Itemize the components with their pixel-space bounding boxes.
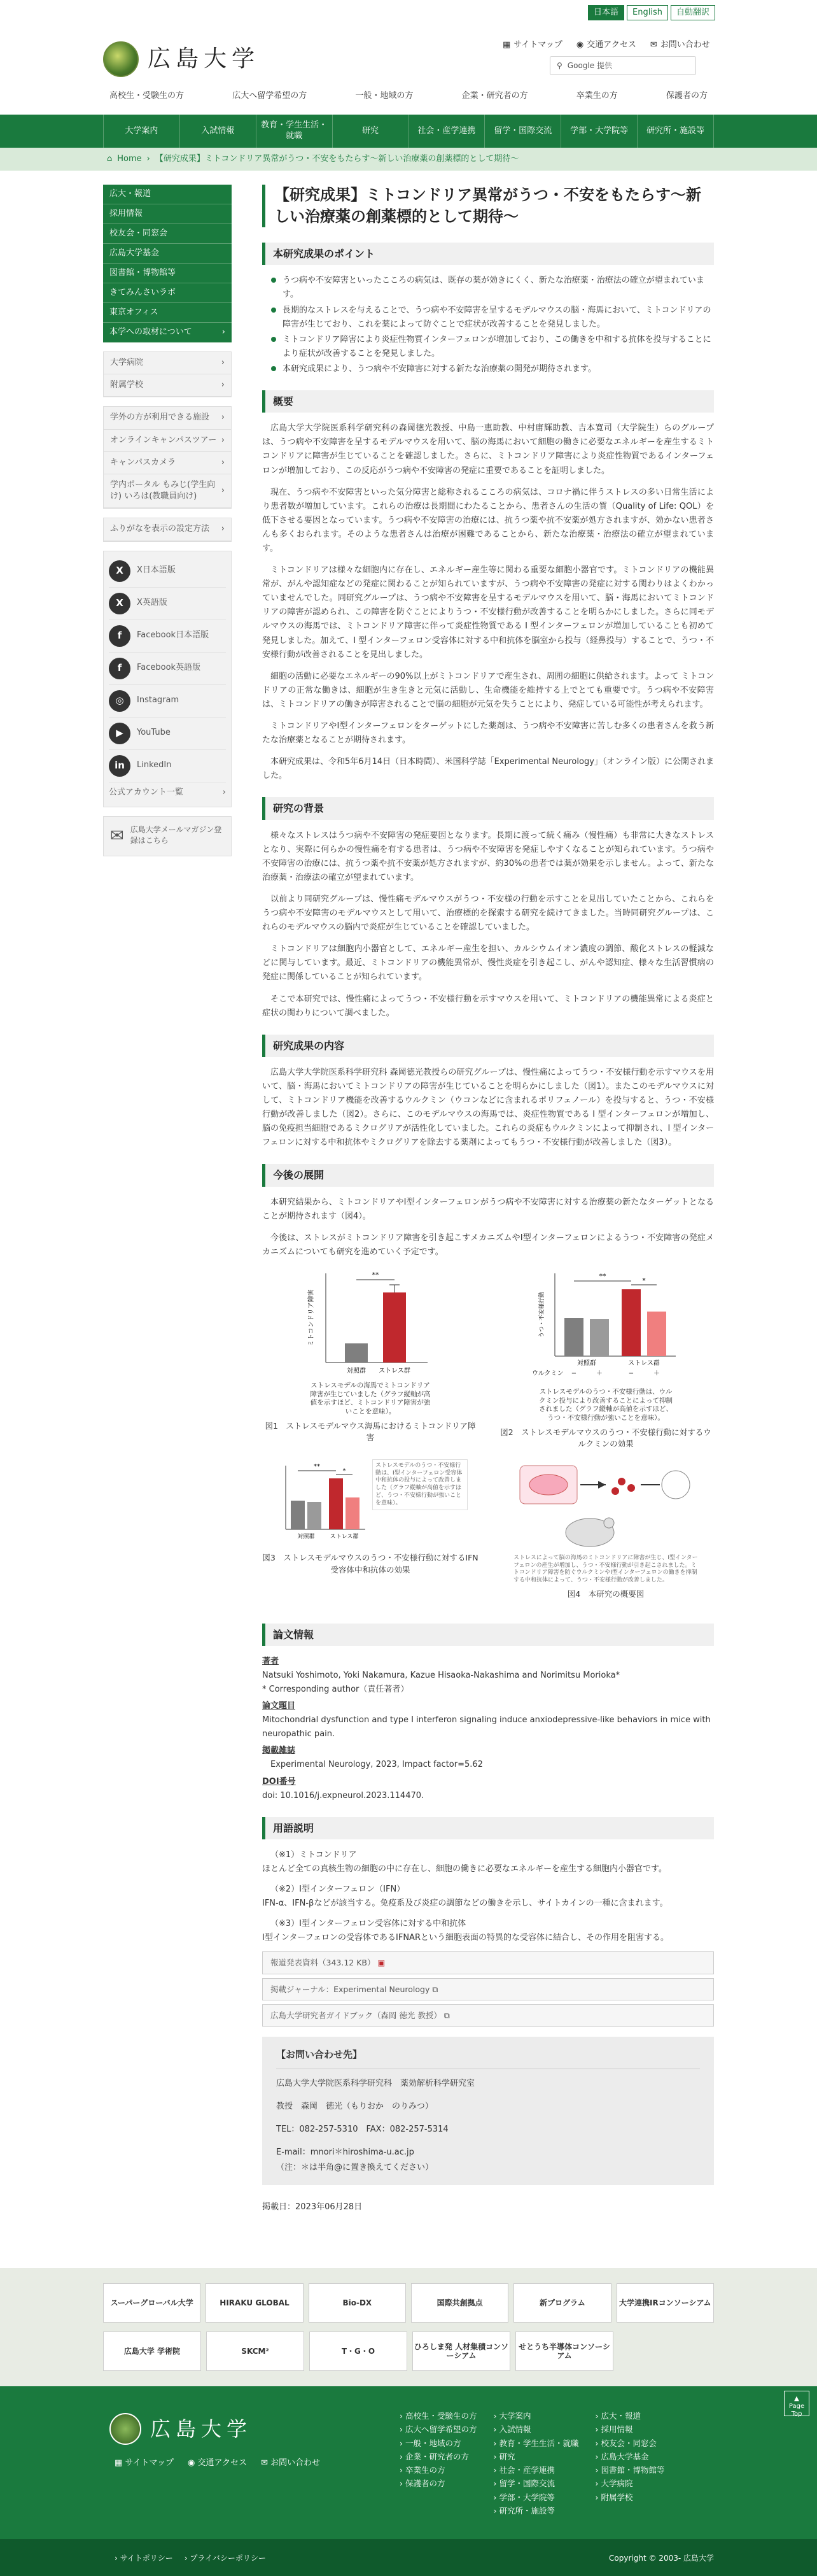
footer-link[interactable]: › 大学病院 (596, 2477, 665, 2490)
footer-link[interactable]: › 入試情報 (494, 2423, 579, 2436)
term-title: （※3）I型インターフェロン受容体に対する中和抗体 (270, 1919, 466, 1929)
banner[interactable]: HIRAKU GLOBAL (206, 2283, 303, 2323)
paper-journal-heading: 掲載雑誌 (262, 1746, 296, 1756)
banner[interactable]: 大学連携IRコンソーシアム (617, 2283, 714, 2323)
figure-3-chart (273, 1459, 368, 1548)
footer-link[interactable]: › 学部・大学院等 (494, 2491, 579, 2504)
paragraph: 本研究成果は、令和5年6月14日（日本時間）、米国科学誌「Experimental Neurology」（オンライン版）に公開されました。 (262, 757, 715, 781)
y-axis-label: うつ・不安様行動 (539, 1291, 545, 1338)
contact-box (262, 2037, 714, 2185)
paragraph: 現在、うつ病や不安障害といった気分障害と総称されるこころの病気は、コロナ禍に伴うストレスの多い日常生活により患者数が増加しています。これらの治療は長期間にわたることから、患者さんの生活の質（Quality of Life: QOL）を低下させる要因となっています。うつ病や不安障害の治療には、抗うつ薬や抗不安薬が処方されますが、効かない患者さんも多くおられます。そのような患者さんは治療が困難であることから、新たな治療薬・治療法の確立が望まれています。 (262, 487, 714, 553)
social-label: YouTube (137, 728, 171, 738)
figure-2-chart (529, 1267, 682, 1388)
sidebar-item-alumni[interactable]: 校友会・同窓会 (103, 224, 232, 244)
footer-link[interactable]: › 卒業生の方 (400, 2463, 477, 2477)
figure-note: ストレスモデルのうつ・不安様行動は、I型インターフェロン受容体中和抗体の投与によって改善しました（グラフ縦軸が高値を示すほど、うつ・不安様行動が強いことを意味）。 (372, 1459, 468, 1510)
contact-title: 【お問い合わせ先】 (276, 2047, 700, 2069)
footer-link[interactable]: › 研究所・施設等 (494, 2504, 579, 2517)
bar (564, 1318, 583, 1356)
sidebar-item-label: キャンパスカメラ (110, 457, 176, 467)
posted-date: 掲載日：2023年06月28日 (262, 2202, 363, 2212)
term-desc: I型インターフェロンの受容体であるIFNARという細胞表面の特異的な受容体に結合し、その作用を阻害する。 (262, 1933, 669, 1943)
tick-label: ＋ (653, 1370, 660, 1377)
external-link-icon: ⧉ (432, 1984, 438, 1994)
sidebar-item-press[interactable]: 本学への取材について › (103, 323, 232, 343)
banner-row (103, 2283, 714, 2323)
footer-access[interactable]: ◉ 交通アクセス (188, 2458, 248, 2468)
external-link-icon: ⧉ (443, 2010, 450, 2020)
mail-magazine-label: 広島大学メールマガジン登録はこちら (130, 825, 222, 846)
list-item: 長期的なストレスを与えることで、うつ病や不安障害を呈するモデルマウスの脳・海馬において、ミトコンドリアの障害が生じており、これを薬によって防ぐことで症状が改善することを発見しました。 (271, 304, 714, 332)
youtube-icon: ▶ (109, 723, 130, 744)
sidebar-item-library[interactable]: 図書館・博物館等 (103, 264, 232, 283)
sidebar-item-label: 附属学校 (110, 380, 144, 390)
nav-examinees[interactable]: 高校生・受験生の方 (109, 91, 185, 101)
banner[interactable]: T・G・O (309, 2332, 407, 2371)
banner[interactable]: スーパーグローバル大学 (103, 2283, 200, 2323)
tick-label: 対照群 (347, 1368, 366, 1375)
heading-overview: 概要 (262, 390, 714, 413)
sidebar (103, 185, 232, 856)
tick-label: 対照群 (577, 1360, 596, 1367)
site-logo[interactable] (103, 39, 260, 78)
terms-list (262, 1848, 714, 1946)
bar (307, 1502, 321, 1529)
heading-terms: 用語説明 (262, 1817, 714, 1839)
social-instagram[interactable] (109, 685, 226, 718)
privacy-policy-link[interactable]: › プライバシーポリシー (184, 2554, 266, 2563)
breadcrumb-separator-icon: › (146, 154, 150, 164)
mitochondria-icon (529, 1475, 568, 1495)
site-policy-link[interactable]: › サイトポリシー (115, 2554, 173, 2563)
site-footer (0, 2386, 817, 2539)
banner[interactable]: せとうち半導体コンソーシアム (515, 2332, 613, 2371)
link-press-pdf[interactable] (262, 1951, 714, 1974)
paragraph: ミトコンドリアやI型インターフェロンをターゲットにした薬剤は、うつ病や不安障害に苦しむ多くの患者さんを救う新たな治療薬となることが期待されます。 (262, 721, 714, 746)
x-icon: X (109, 560, 130, 582)
social-label: LinkedIn (137, 760, 172, 770)
paper-info (262, 1655, 714, 1803)
footer-link[interactable]: › 教育・学生生活・就職 (494, 2437, 579, 2450)
university-seal-icon (103, 41, 139, 77)
footer-col (494, 2409, 579, 2517)
nav-corporate[interactable]: 企業・研究者の方 (461, 91, 528, 101)
related-links (262, 1951, 714, 2027)
paper-authors (262, 1669, 714, 1697)
sidebar-item-portal[interactable] (104, 474, 231, 508)
banner[interactable]: ひろしま発 人材集積コンソーシアム (412, 2332, 510, 2371)
home-icon: ⌂ (107, 154, 113, 164)
footer-link[interactable]: › 大学案内 (494, 2409, 579, 2423)
sidebar-primary (103, 185, 232, 343)
list-item: ミトコンドリア障害により炎症性物質インターフェロンが増加しており、この働きを中和する抗体を投与することにより症状が改善することを発見しました。 (271, 333, 714, 361)
paper-doi-heading: DOI番号 (262, 1776, 296, 1787)
breadcrumb-home[interactable]: Home (117, 154, 142, 164)
mail-icon: ✉ (650, 40, 657, 50)
sidebar-item-label: 大学病院 (110, 358, 144, 367)
sidebar-item-label: ふりがなを表示の設定方法 (110, 524, 210, 534)
nav-alumni[interactable]: 卒業生の方 (576, 91, 618, 101)
chevron-right-icon: › (221, 486, 225, 496)
audience-nav (103, 89, 714, 103)
nav-parents[interactable]: 保護者の方 (666, 91, 708, 101)
footer-link[interactable]: › 高校生・受験生の方 (400, 2409, 477, 2423)
bar (647, 1312, 666, 1356)
banner[interactable]: 広島大学 学術院 (103, 2332, 201, 2371)
social-facebook-ja[interactable] (109, 620, 226, 653)
term-desc: IFN-α、IFN-βなどが該当する。免疫系及び炎症の調節などの働きを示し、サイトカインの一種に含まれます。 (262, 1899, 668, 1909)
gnav-admission[interactable]: 入試情報 (179, 115, 256, 148)
site-header (0, 0, 817, 111)
gnav-international[interactable]: 留学・国際交流 (484, 115, 561, 148)
sidebar-item-public-facilities[interactable] (104, 407, 231, 429)
nav-public[interactable]: 一般・地域の方 (355, 91, 414, 101)
bar (346, 1497, 360, 1529)
sidebar-item-camera[interactable] (104, 452, 231, 474)
paper-title-heading: 論文題目 (262, 1701, 296, 1711)
tick-label: 対照群 (297, 1534, 315, 1541)
footer-link[interactable]: › 留学・国際交流 (494, 2477, 579, 2490)
footer-link[interactable]: › 広島大学基金 (596, 2450, 665, 2463)
sidebar-item-label: 学外の方が利用できる施設 (110, 413, 210, 423)
footer-link[interactable]: › 企業・研究者の方 (400, 2450, 477, 2463)
social-label: Instagram (137, 695, 179, 705)
row-label: ウルクミン (532, 1370, 564, 1377)
utility-links (503, 38, 710, 52)
breadcrumb (0, 148, 817, 171)
figure-note: ストレスモデルのうつ・不安様行動は、ウルクミン投与により改善することによって抑制されました（グラフ縦軸が高値を示すほど、うつ・不安様行動が強いことを意味）。 (539, 1388, 673, 1422)
mouse-head-icon (604, 1518, 614, 1528)
sidebar-item-kitemin[interactable]: きてみんさいラボ (103, 283, 232, 303)
language-switcher (588, 5, 715, 20)
footer-logo[interactable] (109, 2412, 252, 2446)
bar (622, 1289, 641, 1356)
term-title: （※1）ミトコンドリア (270, 1850, 357, 1860)
sidebar-item-tokyo[interactable]: 東京オフィス (103, 303, 232, 323)
footer-link[interactable]: › 社会・産学連携 (494, 2463, 579, 2477)
social-label: Facebook日本語版 (137, 630, 209, 640)
gnav-education[interactable]: 教育・学生生活・就職 (256, 115, 332, 148)
bar (291, 1501, 305, 1529)
bar (590, 1319, 609, 1356)
footer-link[interactable]: › 図書館・博物館等 (596, 2463, 665, 2477)
term-desc: ほとんど全ての真核生物の細胞の中に存在し、細胞の働きに必要なエネルギーを産生する細胞内小器官です。 (262, 1864, 667, 1874)
location-icon: ◉ (576, 40, 584, 50)
tick-label: ストレス群 (379, 1368, 410, 1375)
figure-1-chart (300, 1267, 440, 1382)
global-nav (0, 115, 817, 148)
significance-label: ** (599, 1272, 606, 1280)
banner-area (0, 2268, 817, 2386)
link-journal[interactable] (262, 1978, 714, 2000)
paragraph: 細胞の活動に必要なエネルギーの90%以上がミトコンドリアで産生され、周囲の細胞に供給されます。よって ミトコンドリアの正常な働きは、細胞が生き生きと元気に活動し、生命機能を維持する上でとても重要です。うつ病や不安障害は、ミトコンドリアの働きが障害されることで脳の細胞が元気を失うことにより、発症している可能性が考えられます。 (262, 671, 714, 709)
chevron-right-icon: › (221, 435, 225, 445)
figure-caption: 図1 ストレスモデルマウス海馬におけるミトコンドリア障害 (265, 1420, 476, 1443)
sidebar-item-hospital[interactable] (104, 352, 231, 374)
social-facebook-en[interactable] (109, 653, 226, 685)
site-name: 広島大学 (148, 46, 260, 72)
sidebar-group-furigana (103, 518, 232, 541)
arrow-up-icon: ▲ (794, 2395, 799, 2402)
paragraph: 以前より同研究グループは、慢性痛モデルマウスがうつ・不安様の行動を示すことを見出していたことから、これらをうつ病や不安障害のモデルマウスとして用いて、治療標的を探索する研究を続けてきました。当時同研究グループは、これらのモデルマウスの脳内で炎症が生じていることを確認していました。 (262, 894, 714, 933)
footer-col (596, 2409, 665, 2517)
breadcrumb-current: 【研究成果】ミトコンドリア異常がうつ・不安をもたらす〜新しい治療薬の創薬標的として期待〜 (155, 154, 519, 164)
paper-title: Mitochondrial dysfunction and type I interferon signaling induce anxiodepressive-like behaviors in mice with neuropathic pain. (262, 1715, 711, 1739)
paragraph: 様々なストレスはうつ病や不安障害の発症要因となります。長期に渡って続く痛み（慢性痛）も非常に大きなストレスとなり、実際に何らかの慢性痛を有する患者は、うつ病や不安障害を発症しやすくなることが知られています。うつ病や不安障害の治療には、抗うつ薬や抗不安薬が処方されますが、約30%の患者では薬が効果を示しません。よって、新たな治療薬・治療法の確立が望まれています。 (262, 830, 714, 882)
copyright: Copyright © 2003- 広島大学 (609, 2554, 714, 2563)
footer-link[interactable]: › 附属学校 (596, 2491, 665, 2504)
heading-content: 研究成果の内容 (262, 1035, 714, 1057)
interferon-icon (627, 1484, 635, 1492)
facebook-icon: f (109, 658, 130, 679)
interferon-icon (611, 1487, 619, 1495)
chevron-right-icon: › (222, 787, 226, 797)
contact-person: 教授 森岡 徳光（もりおか のりみつ） (276, 2101, 433, 2111)
list-item: うつ病や不安障害といったこころの病気は、既存の薬が効きにくく、新たな治療薬・治療法の確立が望まれています。 (271, 274, 714, 302)
gnav-research[interactable]: 研究 (332, 115, 408, 148)
figure-4 (498, 1459, 714, 1601)
figure-1 (262, 1267, 478, 1450)
sitemap-icon: ▦ (503, 40, 511, 50)
y-axis-label: ミトコンドリア障害 (308, 1289, 315, 1347)
sidebar-item-label: オンラインキャンパスツアー (110, 435, 217, 445)
banner[interactable]: Bio-DX (309, 2283, 406, 2323)
footer-links (400, 2409, 665, 2517)
tick-label: ストレス群 (628, 1360, 660, 1367)
tick-label: ストレス群 (330, 1534, 359, 1541)
points-list (262, 274, 714, 376)
heading-points: 本研究成果のポイント (262, 243, 714, 265)
footer-link[interactable]: › 研究 (494, 2450, 579, 2463)
sitemap-link[interactable]: ▦ サイトマップ (503, 38, 562, 52)
heading-future: 今後の展開 (262, 1164, 714, 1186)
sidebar-item-fund[interactable]: 広島大学基金 (103, 244, 232, 264)
social-links (103, 551, 232, 808)
figure-note: ストレスモデルの海馬でミトコンドリア障害が生じていました（グラフ縦軸が高値を示すほど、ミトコンドリア障害が強いことを意味）。 (310, 1382, 431, 1415)
facebook-icon: f (109, 625, 130, 647)
main-content (262, 185, 714, 2214)
mail-icon: ✉ (110, 826, 124, 846)
significance-label: * (342, 1468, 346, 1475)
search-icon: ⚲ (557, 60, 562, 70)
term-title: （※2）I型インターフェロン（IFN） (270, 1885, 405, 1895)
instagram-icon: ◎ (109, 690, 130, 712)
social-label: X日本語版 (137, 565, 176, 576)
paragraph: ミトコンドリアは細胞内小器官として、エネルギー産生を担い、カルシウムイオン濃度の調節、酸化ストレスの軽減などに関与しています。最近、ミトコンドリアの機能異常が、慢性炎症を引き起こし、がんや認知症、様々な生活習慣病の発症に関係していることが知られています。 (262, 944, 714, 982)
lang-auto[interactable]: 自動翻訳 (671, 5, 715, 20)
significance-label: * (642, 1277, 646, 1285)
tick-label: − (571, 1370, 577, 1377)
nav-intl[interactable]: 広大へ留学希望の方 (232, 91, 307, 101)
contact-org: 広島大学大学院医系科学研究科 薬効解析科学研究室 (276, 2078, 475, 2088)
social-linkedin[interactable] (109, 750, 226, 782)
sidebar-item-furigana[interactable] (104, 518, 231, 541)
footer-contact[interactable]: ✉ お問い合わせ (261, 2458, 321, 2468)
chevron-right-icon: › (221, 358, 225, 367)
contact-tel: TEL：082-257-5310 FAX：082-257-5314 (276, 2124, 449, 2134)
figure-note: ストレスによって脳の海馬のミトコンドリアに障害が生じ、I型インターフェロンの産生が増加し、うつ・不安様行動が引き起こされました。ミトコンドリア障害を防ぐウルクミンやI型インターフェロンの働きを抑制する中和抗体によって、うつ・不安様行動が改善しました。 (513, 1555, 698, 1584)
sidebar-item-label: 学内ポータル もみじ(学生向け) いろは(教職員向け) (110, 479, 216, 502)
social-youtube[interactable] (109, 718, 226, 750)
figures (262, 1267, 714, 1610)
paper-authors-heading: 著者 (262, 1656, 279, 1666)
paper-journal: Experimental Neurology, 2023, Impact factor=5.62 (270, 1760, 483, 1770)
search-input[interactable] (550, 56, 696, 75)
heading-background: 研究の背景 (262, 797, 714, 819)
paragraph: そこで本研究では、慢性痛によってうつ・不安様行動を示すマウスを用いて、ミトコンドリアの機能異常による炎症と症状の関わりについて調べました。 (262, 994, 714, 1018)
social-x-en[interactable] (109, 588, 226, 620)
link-label: 広島大学研究者ガイドブック（森岡 徳光 教授） (270, 2010, 442, 2020)
bar-control (345, 1343, 368, 1362)
footer-col (400, 2409, 477, 2517)
neuron-icon (662, 1471, 690, 1499)
social-x-ja[interactable] (109, 555, 226, 588)
sidebar-item-news[interactable]: 広大・報道 (103, 185, 232, 204)
page-top-label: Page Top (788, 2403, 805, 2417)
banner[interactable]: 新プログラム (513, 2283, 611, 2323)
footer-sitemap[interactable]: ▦ サイトマップ (115, 2458, 174, 2468)
link-researcher[interactable] (262, 2004, 714, 2027)
gnav-society[interactable]: 社会・産学連携 (408, 115, 485, 148)
paper-authors-text: Natsuki Yoshimoto, Yoki Nakamura, Kazue Hisaoka-Nakashima and Norimitsu Morioka* (262, 1670, 620, 1680)
paragraph: 今後は、ストレスがミトコンドリア障害を引き起こすメカニズムやI型インターフェロンによるうつ・不安障害の発症メカニズムについても研究を進めていく予定です。 (262, 1233, 714, 1257)
mail-magazine-link[interactable] (103, 816, 232, 856)
sidebar-item-schools[interactable] (104, 374, 231, 397)
footer-link[interactable]: › 広大へ留学希望の方 (400, 2423, 477, 2436)
paragraph: ミトコンドリアは様々な細胞内に存在し、エネルギー産生等に関わる重要な細胞小器官です。ミトコンドリアの機能異常が、がんや認知症などの発症に関わることが知られていますが、うつ病や不安障害の発症に対する関わりはよくわかっていませんでした。同研究グループは、うつ病や不安障害を呈するモデルマウスを用いて、脳・海馬においてミトコンドリアの障害が認められ、この障害を防ぐことによりうつ・不安様行動が改善することを明らかにしました。さらに同モデルマウスの海馬では、ミトコンドリア障害に伴って炎症性物質である I 型インターフェロンが増加していることも初めて発見しました。加えて、I 型インターフェロン受容体に対する中和抗体を脳室から投与（経鼻投与）することで、うつ・不安様行動が改善されることを見出しました。 (262, 565, 714, 660)
list-item: 本研究成果により、うつ病や不安障害に対する新たな治療薬の開発が期待されます。 (271, 362, 714, 376)
figure-2 (498, 1267, 714, 1450)
interferon-icon (618, 1478, 625, 1485)
tick-label: − (628, 1370, 634, 1377)
significance-label: ** (372, 1271, 379, 1279)
tick-label: ＋ (596, 1370, 603, 1377)
paper-doi: doi: 10.1016/j.expneurol.2023.114470. (262, 1790, 424, 1801)
footer-link[interactable]: › 保護者の方 (400, 2477, 477, 2490)
search-provider: Google 提供 (567, 60, 612, 70)
link-label: 報道発表資料（343.12 KB） (270, 1958, 375, 1968)
sidebar-item-tour[interactable] (104, 430, 231, 452)
gnav-institutes[interactable]: 研究所・施設等 (637, 115, 714, 148)
banner-row (103, 2332, 714, 2371)
footer-link[interactable]: › 校友会・同窓会 (596, 2437, 665, 2450)
sidebar-item-jobs[interactable]: 採用情報 (103, 204, 232, 224)
sidebar-group-facilities (103, 406, 232, 509)
contact-note: （注：＊は半角@に置き換えてください） (276, 2163, 434, 2173)
footer-link[interactable]: › 広大・報道 (596, 2409, 665, 2423)
gnav-faculties[interactable]: 学部・大学院等 (561, 115, 637, 148)
footer-link[interactable]: › 一般・地域の方 (400, 2437, 477, 2450)
sidebar-group-affiliates (103, 351, 232, 397)
pdf-icon: ▣ (377, 1958, 386, 1968)
bar (329, 1478, 343, 1529)
lang-ja[interactable]: 日本語 (588, 5, 624, 20)
figure-4-diagram (513, 1459, 698, 1555)
chevron-right-icon: › (221, 413, 225, 423)
figure-caption: 図4 本研究の概要図 (567, 1589, 645, 1599)
link-label: 掲載ジャーナル：Experimental Neurology (270, 1984, 430, 1994)
footer-link[interactable]: › 採用情報 (596, 2423, 665, 2436)
paper-corresponding: * Corresponding author（責任著者） (262, 1684, 409, 1694)
chevron-right-icon: › (221, 457, 225, 467)
bar-stress (383, 1292, 406, 1362)
university-seal-icon (109, 2413, 141, 2445)
heading-paper: 論文情報 (262, 1624, 714, 1646)
banner[interactable]: 国際共創拠点 (411, 2283, 508, 2323)
figure-3 (262, 1459, 478, 1601)
footer-utility (115, 2456, 320, 2470)
contact-link[interactable]: ✉ お問い合わせ (650, 38, 710, 52)
paragraph: 本研究結果から、ミトコンドリアやI型インターフェロンがうつ病や不安障害に対する治療薬の新たなターゲットとなることが期待されます（図4）。 (262, 1197, 714, 1221)
social-all-accounts[interactable] (109, 782, 226, 803)
chevron-right-icon: › (221, 380, 225, 390)
significance-label: ** (314, 1463, 320, 1471)
banner[interactable]: SKCM² (206, 2332, 304, 2371)
figure-caption: 図3 ストレスモデルマウスのうつ・不安様行動に対するIFN受容体中和抗体の効果 (262, 1553, 478, 1575)
social-label: 公式アカウント一覧 (109, 787, 183, 797)
footer-bottom (0, 2539, 817, 2576)
social-label: Facebook英語版 (137, 663, 201, 673)
chevron-right-icon: › (221, 524, 225, 534)
paragraph: 広島大学大学院医系科学研究科 森岡徳光教授らの研究グループは、慢性痛によってうつ・不安様行動を示すマウスを用いて、脳・海馬においてミトコンドリアの障害が生じていることを明らかにしました（図1）。またこのモデルマウスに対して、ミトコンドリア機能を改善するウルクミン（ウコンなどに含まれるポリフェノール）を投与すると、うつ・不安様行動が改善しました（図2）。さらに、このモデルマウスの海馬では、炎症性物質である I 型インターフェロンが増加し、脳の免疫担当細胞であるミクログリアが活性化していました。これらの炎症もウルクミンによって抑制され、I 型インターフェロンに対する中和抗体やミクログリアを除去する薬剤によってもうつ・不安様行動が改善しました（図3）。 (262, 1067, 715, 1148)
social-label: X英語版 (137, 598, 167, 608)
linkedin-icon: in (109, 755, 130, 777)
contact-mail: E-mail：mnori＊hiroshima-u.ac.jp (276, 2147, 414, 2157)
x-icon: X (109, 593, 130, 614)
page-top-button[interactable] (784, 2391, 809, 2416)
page-title: 【研究成果】ミトコンドリア異常がうつ・不安をもたらす〜新しい治療薬の創薬標的として期待〜 (262, 185, 714, 227)
figure-caption: 図2 ストレスモデルマウスのうつ・不安様行動に対するウルクミンの効果 (500, 1427, 711, 1449)
lang-en[interactable]: English (627, 5, 668, 20)
paragraph: 広島大学大学院医系科学研究科の森岡徳光教授、中島一恵助教、中村庸輝助教、吉本寛司（大学院生）らのグループは、うつ病や不安障害を呈するモデルマウスを用いて、脳の海馬において細胞の働きに必要なエネルギーを産生するミトコンドリアに障害が生じていることを確認しました。さらに、ミトコンドリア障害により炎症性物質であるインターフェロンが増加しており、この反応がうつ病や不安障害の発症に重要であることを証明しました。 (262, 423, 714, 476)
footer-site-name: 広島大学 (150, 2417, 253, 2441)
access-link[interactable]: ◉ 交通アクセス (576, 38, 636, 52)
gnav-about[interactable]: 大学案内 (103, 115, 179, 148)
